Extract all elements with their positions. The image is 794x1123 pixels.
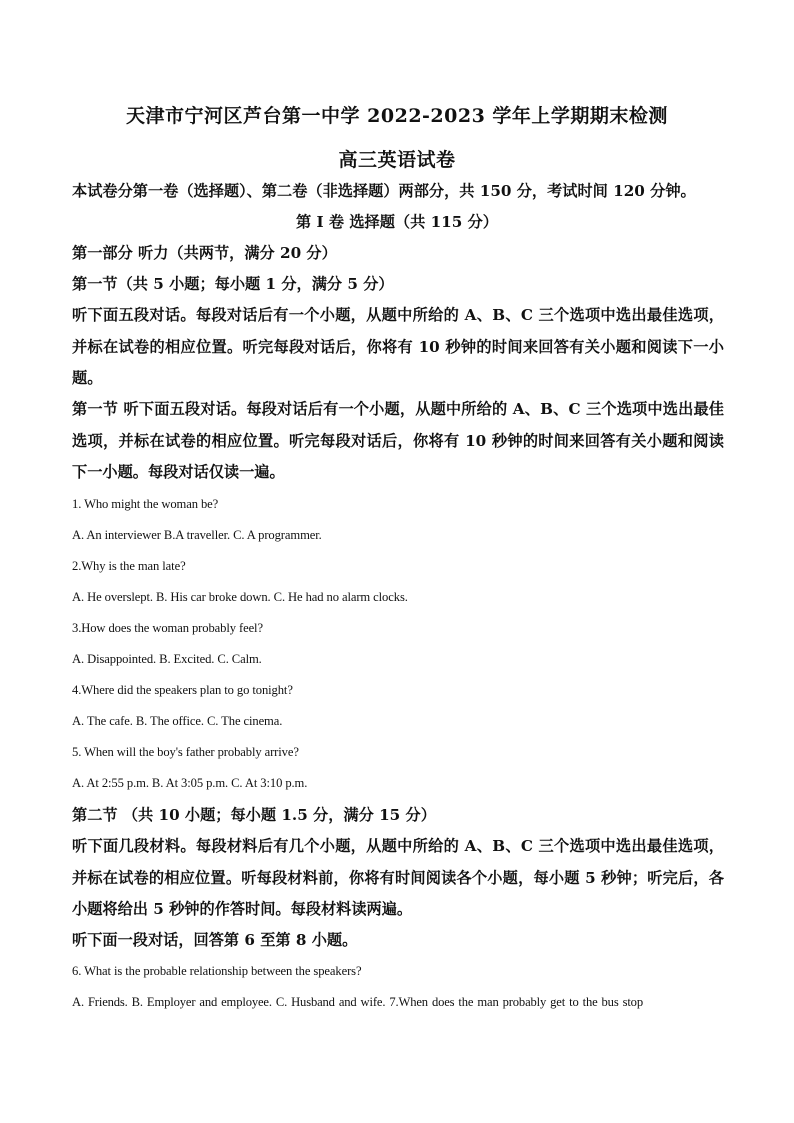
question-2: 2.Why is the man late? — [72, 559, 186, 573]
question-3: 3.How does the woman probably feel? — [72, 621, 263, 635]
question-3-options: A. Disappointed. B. Excited. C. Calm. — [72, 652, 262, 666]
question-5: 5. When will the boy's father probably arrive? — [72, 745, 299, 759]
section1-instruction: 听下面五段对话。每段对话后有一个小题，从题中所给的 A、B、C 三个选项中选出最佳选项，并标在试卷的相应位置。听完每段对话后，你将有 10 秒钟的时间来回答有关小题和阅读下一小题。 — [72, 306, 724, 387]
question-2-options: A. He overslept. B. His car broke down. C. He had no alarm clocks. — [72, 590, 408, 604]
question-5-options: A. At 2:55 p.m. B. At 3:05 p.m. C. At 3:10 p.m. — [72, 776, 308, 790]
question-1-options: A. An interviewer B.A traveller. C. A programmer. — [72, 528, 322, 542]
question-4-options: A. The cafe. B. The office. C. The cinema. — [72, 714, 283, 728]
volume-title: 第 I 卷 选择题（共 115 分） — [296, 213, 498, 231]
exam-subtitle: 高三英语试卷 — [338, 149, 456, 171]
question-6-options: A. Friends. B. Employer and employee. C. Husband and wife. 7.When does the man probably get to the bus stop — [72, 995, 643, 1009]
section1-instruction-repeat: 第一节 听下面五段对话。每段对话后有一个小题，从题中所给的 A、B、C 三个选项中选出最佳选项，并标在试卷的相应位置。听完每段对话后，你将有 10 秒钟的时间来回答有关小题和阅读下一小题。每段对话仅读一遍。 — [72, 400, 724, 481]
section2-instruction: 听下面几段材料。每段材料后有几个小题，从题中所给的 A、B、C 三个选项中选出最佳选项，并标在试卷的相应位置。听每段材料前，你将有时间阅读各个小题，每小题 5 秒钟；听完后，各小题将给出 5 秒钟的作答时间。每段材料读两遍。 — [72, 837, 724, 918]
exam-title: 天津市宁河区芦台第一中学 2022-2023 学年上学期期末检测 — [126, 105, 668, 127]
question-4: 4.Where did the speakers plan to go tonight? — [72, 683, 293, 697]
section2-prompt: 听下面一段对话，回答第 6 至第 8 小题。 — [72, 931, 358, 949]
question-6: 6. What is the probable relationship between the speakers? — [72, 964, 362, 978]
section1-title: 第一节（共 5 小题；每小题 1 分，满分 5 分） — [72, 275, 394, 293]
exam-intro: 本试卷分第一卷（选择题）、第二卷（非选择题）两部分，共 150 分，考试时间 120 分钟。 — [72, 182, 696, 200]
question-1: 1. Who might the woman be? — [72, 497, 219, 511]
section2-title: 第二节 （共 10 小题；每小题 1.5 分，满分 15 分） — [72, 806, 436, 824]
part1-title: 第一部分 听力（共两节，满分 20 分） — [72, 244, 337, 262]
